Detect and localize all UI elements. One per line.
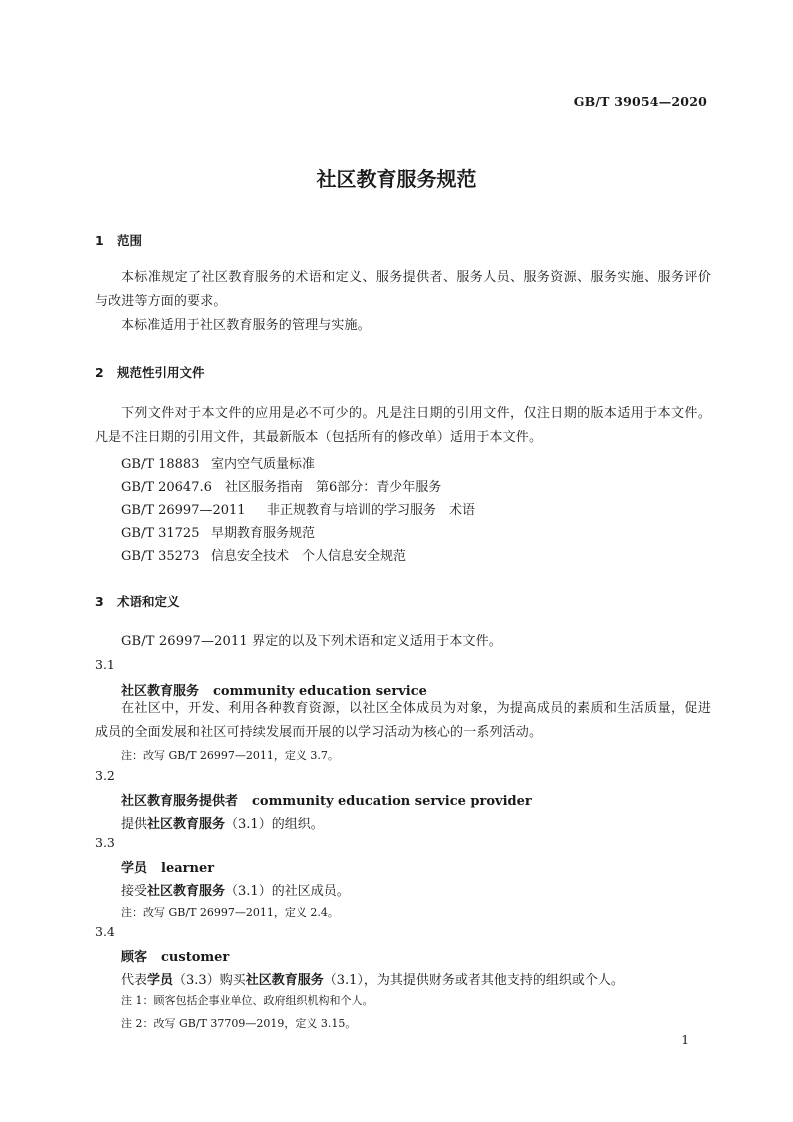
term-chinese: 顾客 [121, 950, 148, 965]
section-number: 3 [95, 594, 104, 609]
reference-title: 社区服务指南 第6部分：青少年服务 [225, 480, 442, 495]
term-entry [121, 857, 214, 876]
reference-code: GB/T 26997—2011 [121, 503, 246, 518]
section-2-paragraph-1: 下列文件对于本文件的应用是必不可少的。凡是注日期的引用文件，仅注日期的版本适用于本文件。凡是不注日期的引用文件，其最新版本（包括所有的修改单）适用于本文件。 [95, 406, 711, 445]
term-english: customer [161, 950, 230, 965]
reference-title: 早期教育服务规范 [211, 526, 316, 541]
standard-code-header: GB/T 39054—2020 [573, 94, 707, 109]
term-note: 注 1：顾客包括企事业单位、政府组织机构和个人。 [121, 994, 374, 1007]
clause-number: 3.3 [95, 835, 115, 850]
term-note: 注：改写 GB/T 26997—2011，定义 2.4。 [121, 906, 339, 919]
reference-code: GB/T 31725 [121, 526, 200, 541]
term-definition [121, 969, 624, 988]
section-number: 2 [95, 365, 104, 380]
section-3-heading [95, 592, 180, 610]
normative-reference-item [121, 453, 315, 472]
term-note: 注：改写 GB/T 26997—2011，定义 3.7。 [121, 749, 339, 762]
definition-text: 提供 [121, 817, 148, 832]
term-chinese: 社区教育服务提供者 [121, 794, 239, 809]
term-english: learner [161, 861, 215, 876]
term-english: community education service [213, 684, 427, 699]
term-definition [121, 813, 324, 832]
definition-term-ref: 社区教育服务 [147, 817, 226, 832]
definition-text: （3.1）的组织。 [225, 817, 324, 832]
normative-reference-item [121, 545, 406, 564]
term-definition: 在社区中，开发、利用各种教育资源，以社区全体成员为对象，为提高成员的素质和生活质量，促进成员的全面发展和社区可持续发展而开展的以学习活动为核心的一系列活动。 [95, 701, 711, 740]
definition-term-ref: 学员 [147, 973, 174, 988]
definition-text: 接受 [121, 884, 148, 899]
definition-text: （3.1），为其提供财务或者其他支持的组织或个人。 [323, 973, 624, 988]
normative-reference-item [121, 522, 315, 541]
definition-term-ref: 社区教育服务 [147, 884, 226, 899]
section-1-heading [95, 231, 142, 249]
definition-text: 代表 [121, 973, 148, 988]
document-title: 社区教育服务规范 [316, 167, 477, 191]
section-title: 术语和定义 [117, 594, 180, 609]
clause-number: 3.2 [95, 768, 115, 783]
term-chinese: 社区教育服务 [121, 684, 200, 699]
definition-text: （3.3）购买 [173, 973, 246, 988]
clause-number: 3.4 [95, 924, 115, 939]
section-2-heading [95, 363, 205, 381]
section-3-intro: GB/T 26997—2011 界定的以及下列术语和定义适用于本文件。 [121, 634, 502, 649]
definition-text: （3.1）的社区成员。 [225, 884, 350, 899]
term-entry [121, 946, 229, 965]
term-note: 注 2：改写 GB/T 37709—2019，定义 3.15。 [121, 1017, 357, 1030]
reference-code: GB/T 35273 [121, 549, 200, 564]
section-1-paragraph-1: 本标准规定了社区教育服务的术语和定义、服务提供者、服务人员、服务资源、服务实施、服务评价与改进等方面的要求。 [95, 270, 711, 309]
section-number: 1 [95, 233, 104, 248]
term-definition [121, 880, 350, 899]
reference-title: 非正规教育与培训的学习服务 术语 [267, 503, 476, 518]
section-title: 范围 [117, 233, 143, 248]
term-entry [121, 790, 532, 809]
clause-number: 3.1 [95, 657, 115, 672]
normative-reference-item [121, 499, 475, 518]
reference-code: GB/T 18883 [121, 457, 200, 472]
definition-term-ref: 社区教育服务 [245, 973, 324, 988]
reference-title: 信息安全技术 个人信息安全规范 [211, 549, 407, 564]
page-number: 1 [681, 1033, 689, 1047]
reference-code: GB/T 20647.6 [121, 480, 212, 495]
section-1-paragraph-2: 本标准适用于社区教育服务的管理与实施。 [121, 318, 371, 333]
section-title: 规范性引用文件 [117, 365, 205, 380]
reference-title: 室内空气质量标准 [211, 457, 316, 472]
term-english: community education service provider [252, 794, 532, 809]
term-chinese: 学员 [121, 861, 148, 876]
normative-reference-item [121, 476, 441, 495]
